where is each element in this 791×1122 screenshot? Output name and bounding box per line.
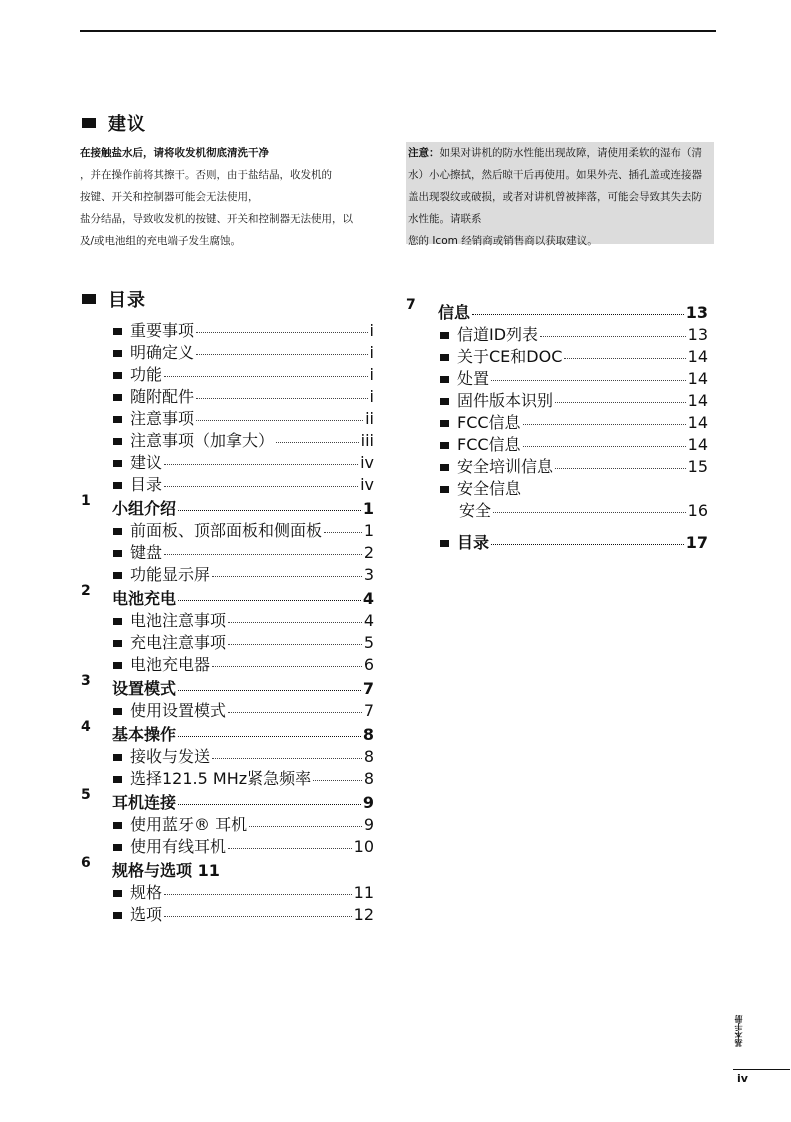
toc-entry-page: 2 [363,543,374,562]
leader-dots [164,916,352,917]
toc-entry[interactable] [440,432,708,455]
toc-entry-label: 接收与发送 [130,747,211,766]
toc-entry[interactable] [440,344,708,367]
toc-entry-label: 目录 [457,533,490,552]
toc-heading [82,286,146,312]
toc-entry-page: 1 [362,499,374,518]
bullet-square-icon [113,754,122,761]
toc-entry-page: 7 [363,701,374,720]
bullet-square-icon [113,350,122,357]
toc-entry-page: 14 [687,413,708,432]
toc-entry-label: 使用蓝牙® 耳机 [130,815,248,834]
note-line: 水性能。请联系 [408,213,482,225]
toc-entry-label: 功能 [130,365,163,384]
leader-dots [196,332,368,333]
toc-entry-page: iv [360,453,374,472]
toc-entry[interactable] [113,834,374,857]
toc-entry[interactable] [113,472,374,495]
bullet-square-icon [113,394,122,401]
leader-dots [523,424,686,425]
toc-entry-page: 13 [685,303,708,322]
leader-dots [196,398,368,399]
bullet-square-icon [113,416,122,423]
page-number: iv [737,1072,748,1085]
leader-dots [472,314,684,315]
toc-entry[interactable] [113,766,374,789]
toc-entry-page: 8 [363,747,374,766]
toc-entry-page: i [369,387,374,406]
toc-entry-label: 重要事项 [130,321,195,340]
leader-dots [491,544,684,545]
toc-entry-page: 14 [687,391,708,410]
toc-entry[interactable] [81,787,374,813]
toc-entry[interactable] [440,366,708,389]
toc-entry-page: iv [360,475,374,494]
toc-entry-label: 目录 [130,475,163,494]
toc-entry[interactable] [113,698,374,721]
bullet-square-icon [440,486,449,493]
toc-entry[interactable] [440,388,708,411]
toc-entry[interactable] [81,493,374,519]
toc-entry-page: ii [365,409,374,428]
toc-entry[interactable] [81,583,374,609]
toc-entry-page: 14 [687,369,708,388]
note-box [406,142,714,247]
bullet-square-icon [440,464,449,471]
bullet-square-icon [440,398,449,405]
note-line: 您的 Icom 经销商或销售商以获取建议。 [408,235,598,247]
toc-entry-label: 使用有线耳机 [130,837,227,856]
toc-entry[interactable] [113,340,374,363]
toc-entry-page: i [369,365,374,384]
toc-entry-page: 8 [363,769,374,788]
bullet-square-icon [113,618,122,625]
toc-entry[interactable] [113,318,374,341]
leader-dots [178,804,361,805]
toc-entry-label: FCC信息 [457,413,521,432]
toc-entry-label: 明确定义 [130,343,195,362]
toc-entry[interactable] [406,297,708,323]
toc-entry[interactable] [113,812,374,835]
toc-entry-label: 充电注意事项 [130,633,227,652]
toc-entry[interactable] [81,673,374,699]
toc-entry-page: i [369,321,374,340]
top-rule [80,30,716,32]
bullet-square-icon [113,890,122,897]
heading-square-icon [82,294,96,304]
bullet-square-icon [440,354,449,361]
toc-entry-label: 功能显示屏 [130,565,211,584]
toc-entry-label: 注意事项 [130,409,195,428]
advice-line: ，并在操作前将其擦干。否则，由于盐结晶，收发机的 [80,169,332,181]
toc-entry[interactable] [440,410,708,433]
toc-entry-label: 信息 [438,303,471,322]
toc-entry[interactable] [113,608,374,631]
leader-dots [564,358,685,359]
bullet-square-icon [113,662,122,669]
toc-entry-label: 安全培训信息 [457,457,554,476]
bullet-square-icon [113,640,122,647]
toc-entry[interactable] [459,498,708,521]
bullet-square-icon [113,822,122,829]
toc-entry[interactable] [113,652,374,675]
leader-dots [523,446,686,447]
bullet-square-icon [440,442,449,449]
leader-dots [493,512,686,513]
toc-entry[interactable] [113,406,374,429]
leader-dots [212,666,362,667]
toc-entry[interactable] [113,902,374,925]
chapter-number: 6 [81,855,91,871]
chapter-number: 4 [81,719,91,735]
bullet-square-icon [113,460,122,467]
toc-entry[interactable] [440,322,708,345]
toc-entry-label: 信道ID列表 [457,325,539,344]
toc-entry-page: 9 [363,815,374,834]
toc-entry-label: 处置 [457,369,490,388]
toc-entry-label: 选项 [130,905,163,924]
leader-dots [196,354,368,355]
chapter-number: 2 [81,583,91,599]
toc-entry-page: 15 [687,457,708,476]
leader-dots [555,468,686,469]
toc-entry-label: 关于CE和DOC [457,347,563,366]
toc-entry-page: 14 [687,347,708,366]
toc-entry-label: 安全信息 [457,479,522,498]
leader-dots [491,380,686,381]
toc-entry-label: 随附配件 [130,387,195,406]
bullet-square-icon [113,482,122,489]
toc-entry[interactable] [113,540,374,563]
advice-heading [82,110,146,136]
toc-entry-label: 电池充电 [112,589,177,608]
toc-entry[interactable] [440,476,708,499]
toc-entry-label: 设置模式 [112,679,177,698]
toc-entry[interactable] [113,384,374,407]
heading-square-icon [82,118,96,128]
leader-dots [540,336,686,337]
toc-entry-label: 规格与选项 11 [112,861,220,880]
toc-entry-label: 使用设置模式 [130,701,227,720]
toc-entry-page: 9 [362,793,374,812]
bullet-square-icon [113,438,122,445]
leader-dots [228,712,362,713]
toc-entry-label: 电池注意事项 [130,611,227,630]
bullet-square-icon [113,708,122,715]
note-line: 水）小心擦拭，然后晾干后再使用。如果外壳、插孔盖或连接器 [408,169,702,181]
leader-dots [228,644,362,645]
toc-entry-label: 选择121.5 MHz紧急频率 [130,769,312,788]
bullet-square-icon [440,376,449,383]
toc-entry-label: 电池充电器 [130,655,211,674]
bullet-square-icon [113,776,122,783]
leader-dots [324,532,362,533]
leader-dots [228,848,352,849]
toc-entry-label: 前面板、顶部面板和侧面板 [130,521,323,540]
leader-dots [249,826,362,827]
advice-heading-text: 建议 [108,114,146,135]
leader-dots [178,510,361,511]
toc-entry[interactable] [113,630,374,653]
toc-entry-page: 5 [363,633,374,652]
toc-entry[interactable] [113,362,374,385]
bullet-square-icon [113,912,122,919]
bullet-square-icon [113,550,122,557]
toc-entry-label: 安全 [459,501,492,520]
toc-entry[interactable] [440,454,708,477]
toc-entry[interactable] [113,450,374,473]
toc-entry-page: 8 [362,725,374,744]
toc-entry[interactable] [81,855,374,881]
toc-entry-page: 17 [685,533,708,552]
leader-dots [555,402,686,403]
toc-entry-page: 3 [363,565,374,584]
bullet-square-icon [113,372,122,379]
toc-entry-page: 10 [353,837,374,856]
toc-entry-page: 13 [687,325,708,344]
leader-dots [164,894,352,895]
toc-entry-page: 1 [363,521,374,540]
toc-entry[interactable] [81,719,374,745]
toc-entry-page: 14 [687,435,708,454]
toc-entry-page: 11 [353,883,374,902]
toc-entry-label: 注意事项（加拿大） [130,431,275,450]
leader-dots [212,576,362,577]
toc-entry-page: 16 [687,501,708,520]
toc-entry-page: 4 [362,589,374,608]
toc-entry-label: 建议 [130,453,163,472]
leader-dots [212,758,362,759]
bullet-square-icon [113,528,122,535]
leader-dots [178,736,361,737]
chapter-number: 5 [81,787,91,803]
leader-dots [196,420,363,421]
bullet-square-icon [440,420,449,427]
toc-entry-page: 12 [353,905,374,924]
advice-line: 盐分结晶，导致收发机的按键、开关和控制器无法使用，以 [80,213,353,225]
toc-entry-label: 固件版本识别 [457,391,554,410]
bullet-square-icon [113,572,122,579]
side-label: 基本手册 [734,1015,743,1047]
toc-entry-label: 小组介绍 [112,499,177,518]
leader-dots [164,464,358,465]
note-line: 盖出现裂纹或破损，或者对讲机曾被摔落，可能会导致其失去防 [408,191,702,203]
note-line: 如果对讲机的防水性能出现故障，请使用柔软的湿布（清 [439,147,702,159]
leader-dots [276,442,359,443]
toc-entry[interactable] [113,744,374,767]
leader-dots [164,376,368,377]
footer-rule [733,1069,790,1070]
note-label: 注意： [408,147,440,159]
toc-entry-page: 4 [363,611,374,630]
toc-entry-label: 键盘 [130,543,163,562]
advice-lead: 在接触盐水后，请将收发机彻底清洗干净 [80,147,269,159]
toc-entry-label: 耳机连接 [112,793,177,812]
chapter-number: 3 [81,673,91,689]
leader-dots [164,554,362,555]
toc-entry-label: 基本操作 [112,725,177,744]
toc-entry-page: iii [360,431,374,450]
toc-entry[interactable] [113,518,374,541]
chapter-number: 1 [81,493,91,509]
toc-entry-page: 6 [363,655,374,674]
toc-entry[interactable] [113,428,374,451]
bullet-square-icon [113,328,122,335]
toc-entry[interactable] [113,562,374,585]
advice-line: 按键、开关和控制器可能会无法使用， [80,191,259,203]
toc-entry-page: 7 [362,679,374,698]
toc-heading-text: 目录 [108,290,146,311]
toc-entry-label: FCC信息 [457,435,521,454]
leader-dots [178,600,361,601]
advice-line: 及/或电池组的充电端子发生腐蚀。 [80,235,242,247]
bullet-square-icon [113,844,122,851]
leader-dots [178,690,361,691]
toc-entry[interactable] [440,530,708,553]
toc-entry-label: 规格 [130,883,163,902]
bullet-square-icon [440,332,449,339]
leader-dots [228,622,362,623]
chapter-number: 7 [406,297,416,313]
leader-dots [164,486,358,487]
toc-entry-page: i [369,343,374,362]
leader-dots [313,780,362,781]
bullet-square-icon [440,540,449,547]
advice-body [80,142,380,252]
toc-entry[interactable] [113,880,374,903]
